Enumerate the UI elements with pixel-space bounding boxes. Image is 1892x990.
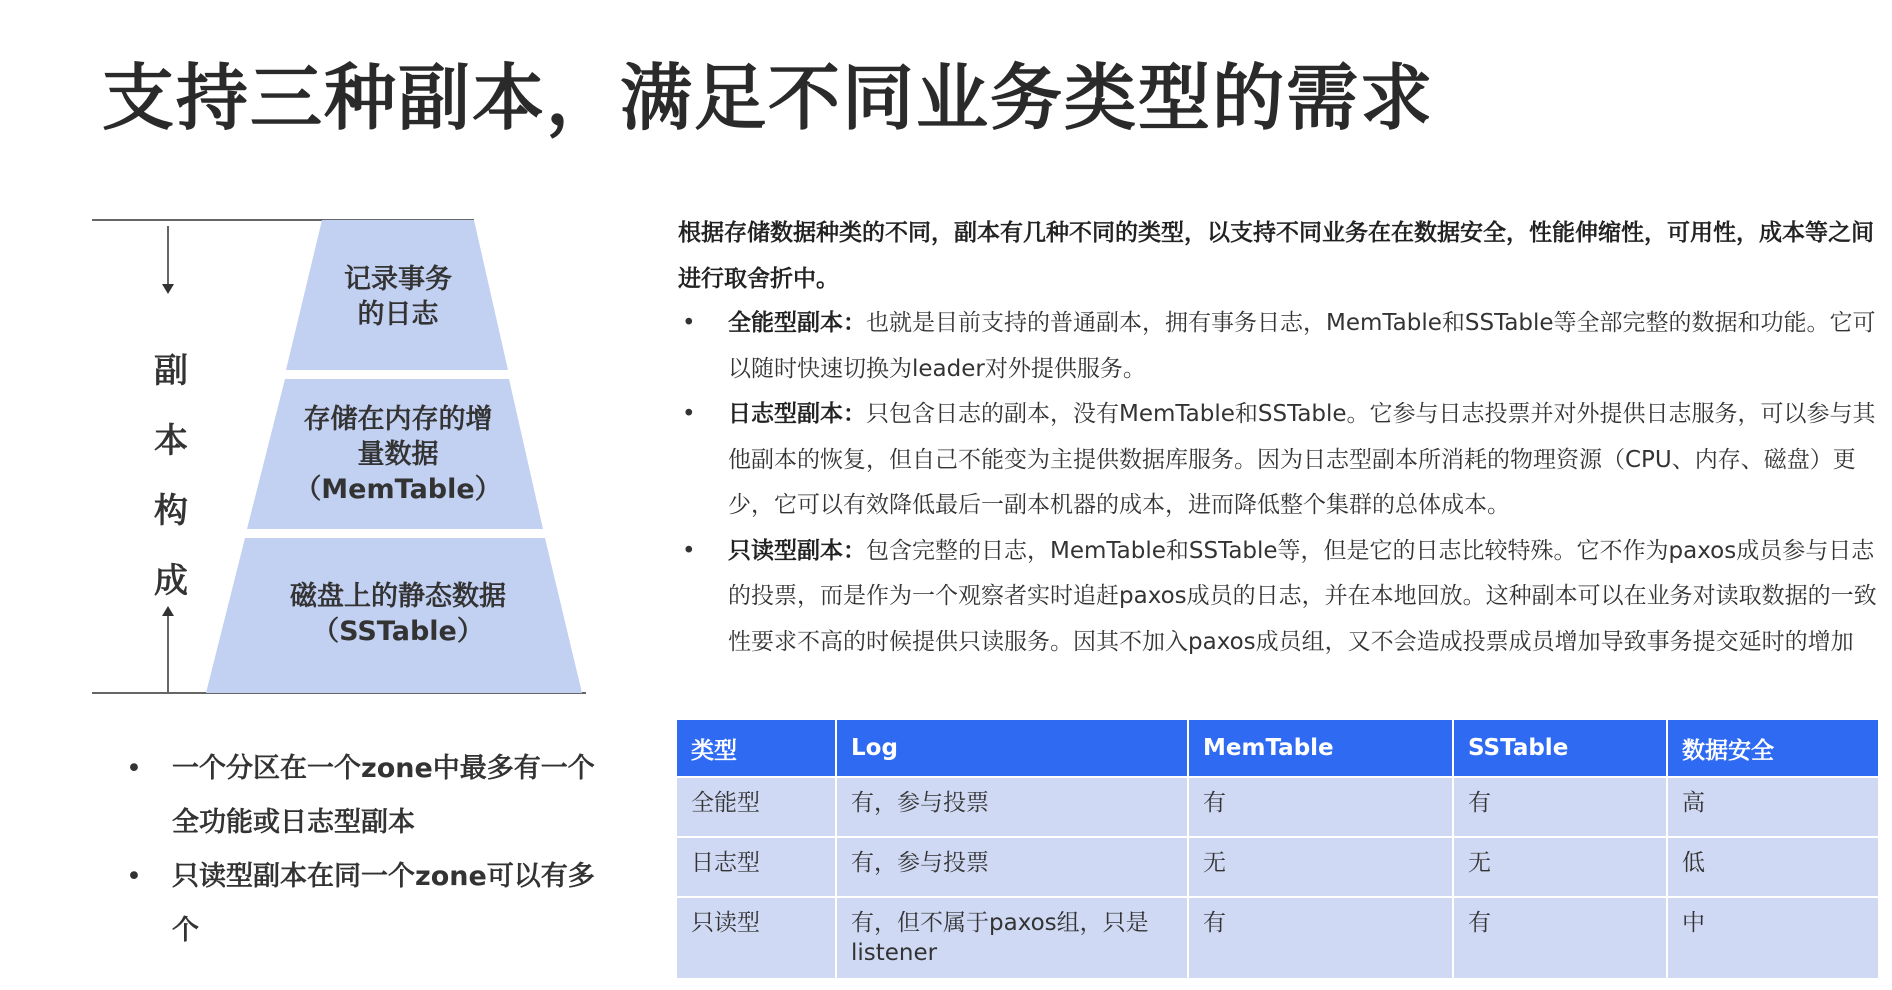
table-header-data-safety: 数据安全 [1667, 719, 1879, 777]
table-cell: 有 [1453, 777, 1667, 837]
replica-type-desc: 也就是目前支持的普通副本，拥有事务日志，MemTable和SSTable等全部完整的数据和功能。它可以随时快速切换为leader对外提供服务。 [728, 310, 1876, 382]
replica-type-item [678, 529, 1878, 666]
replica-type-desc: 只包含日志的副本，没有MemTable和SSTable。它参与日志投票并对外提供日志服务，可以参与其他副本的恢复，但自己不能变为主提供数据库服务。因为日志型副本所消耗的物理资源（CPU、内存、磁盘）更少，它可以有效降低最后一副本机器的成本，进而降低整个集群的总体成本。 [728, 401, 1876, 518]
table-header-memtable: MemTable [1188, 719, 1453, 777]
table-row [676, 777, 1879, 837]
table-cell: 有，但不属于paxos组，只是listener [836, 897, 1188, 979]
table-cell: 有，参与投票 [836, 777, 1188, 837]
table-header-log: Log [836, 719, 1188, 777]
left-bullet-item: • 一个分区在一个zone中最多有一个全功能或日志型副本 [120, 742, 600, 850]
table-cell: 日志型 [676, 837, 836, 897]
table-cell: 全能型 [676, 777, 836, 837]
table-cell: 有 [1188, 897, 1453, 979]
table-header-row [676, 719, 1879, 777]
table-cell: 无 [1453, 837, 1667, 897]
table-cell: 无 [1188, 837, 1453, 897]
up-arrow-icon [162, 606, 174, 692]
replica-type-item [678, 392, 1878, 529]
page-title: 支持三种副本，满足不同业务类型的需求 [102, 56, 1435, 140]
replica-type-term: 全能型副本： [728, 310, 866, 336]
replica-pyramid [88, 214, 598, 700]
layer-label-memtable: 存储在内存的增 量数据 （MemTable） [294, 404, 502, 505]
table-row [676, 837, 1879, 897]
table-header-sstable: SSTable [1453, 719, 1667, 777]
table-cell: 有 [1453, 897, 1667, 979]
replica-type-item [678, 301, 1878, 392]
replica-type-term: 日志型副本： [728, 401, 866, 427]
table-cell: 只读型 [676, 897, 836, 979]
replica-composition-label: 副 本 构 成 [154, 351, 188, 601]
table-cell: 高 [1667, 777, 1879, 837]
replica-type-list [678, 301, 1878, 665]
layer-label-sstable: 磁盘上的静态数据 （SSTable） [290, 581, 506, 647]
layer-label-log: 记录事务 的日志 [344, 264, 452, 330]
replica-type-term: 只读型副本： [728, 537, 866, 564]
left-bullet-list [120, 742, 600, 958]
table-cell: 有，参与投票 [836, 837, 1188, 897]
table-cell: 中 [1667, 897, 1879, 979]
table-header-type: 类型 [676, 719, 836, 777]
replica-type-desc: 包含完整的日志，MemTable和SSTable等，但是它的日志比较特殊。它不作为paxos成员参与日志的投票，而是作为一个观察者实时追赶paxos成员的日志，并在本地回放。这种副本可以在业务对读取数据的一致性要求不高的时候提供只读服务。因其不加入paxos成员组，又不会造成投票成员增加导致事务提交延时的增加 [728, 537, 1877, 655]
table-cell: 低 [1667, 837, 1879, 897]
intro-paragraph: 根据存储数据种类的不同，副本有几种不同的类型，以支持不同业务在在数据安全，性能伸缩性，可用性，成本等之间进行取舍折中。 [678, 220, 1874, 292]
replica-comparison-table [675, 718, 1880, 980]
table-cell: 有 [1188, 777, 1453, 837]
down-arrow-icon [162, 226, 174, 294]
table-row [676, 897, 1879, 979]
left-bullet-item: • 只读型副本在同一个zone可以有多个 [120, 850, 600, 958]
